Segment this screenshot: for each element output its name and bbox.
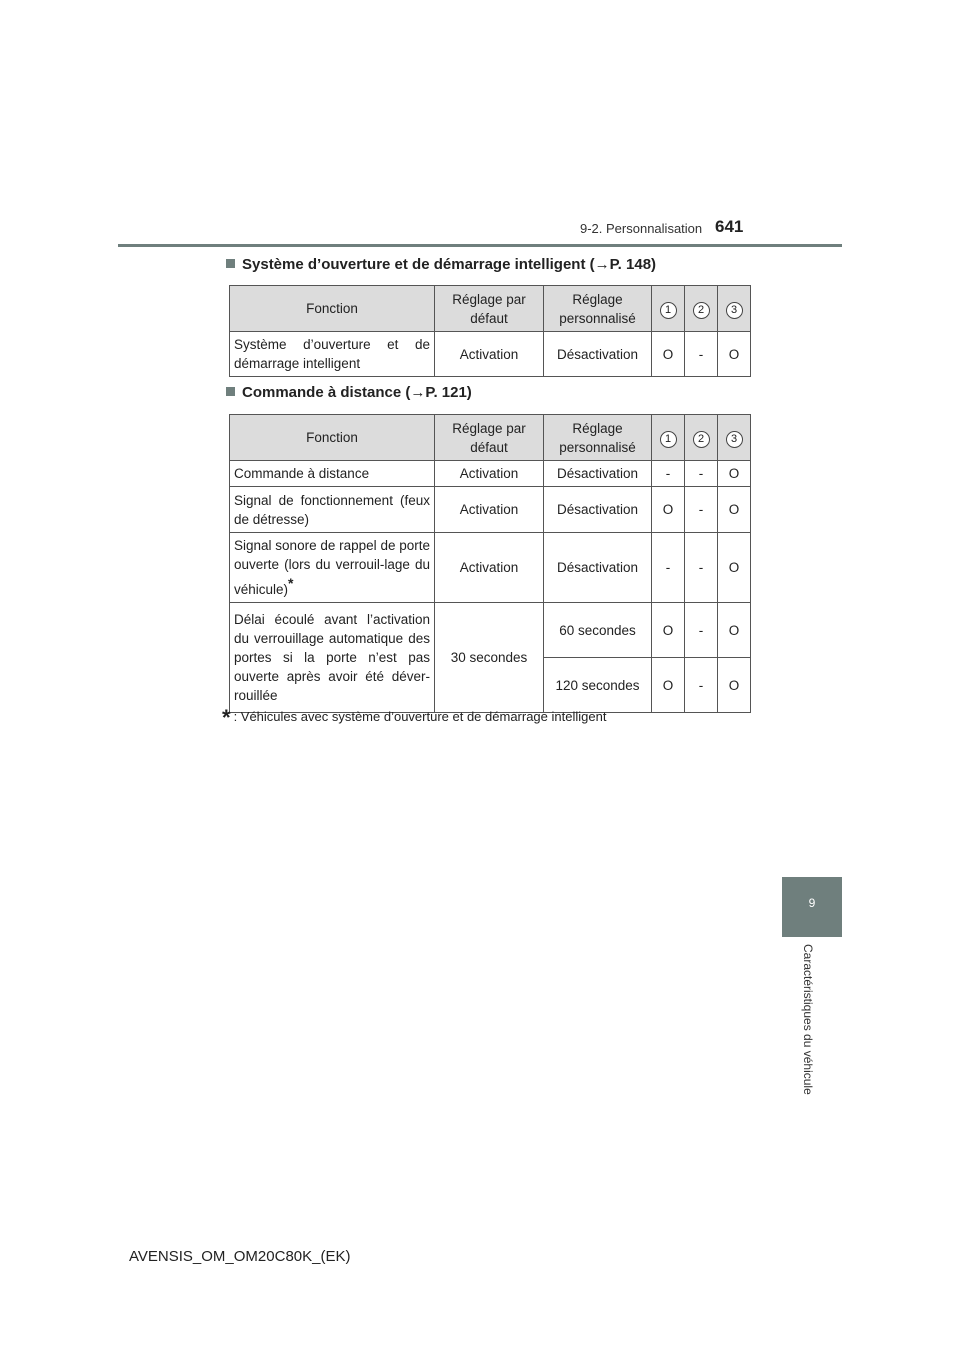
footnote — [222, 705, 606, 731]
table-row — [230, 533, 751, 603]
remote-table — [229, 414, 751, 713]
cell-fonction: Système d’ouverture et de démarrage intelligent — [230, 332, 435, 377]
table-row — [230, 461, 751, 487]
column-header: Réglage par défaut — [435, 286, 544, 332]
cell-fonction-text: Signal sonore de rappel de porte ouverte (lors du verrouil-lage du véhicule) — [234, 538, 430, 597]
cell-defaut: Activation — [435, 461, 544, 487]
table-row — [230, 603, 751, 658]
cell-c3: O — [718, 487, 751, 533]
circled-2-icon: 2 — [693, 431, 710, 448]
column-header: Fonction — [230, 286, 435, 332]
circled-2-icon: 2 — [693, 302, 710, 319]
cell-defaut: Activation — [435, 487, 544, 533]
table-header-row — [230, 415, 751, 461]
circled-1-icon: 1 — [660, 431, 677, 448]
column-header-3 — [718, 415, 751, 461]
cell-fonction: Signal de fonctionnement (feux de détresse) — [230, 487, 435, 533]
footnote-marker: * — [288, 575, 294, 591]
cell-c2: - — [685, 603, 718, 658]
chapter-number: 9 — [808, 896, 816, 910]
column-header-3 — [718, 286, 751, 332]
cell-c3: O — [718, 461, 751, 487]
cell-c1: O — [652, 487, 685, 533]
cell-perso: Désactivation — [544, 533, 652, 603]
header-rule — [118, 244, 842, 247]
cell-c1: O — [652, 332, 685, 377]
footnote-text: : Véhicules avec système d’ouverture et de démarrage intelligent — [233, 709, 607, 724]
cell-perso: 120 secondes — [544, 658, 652, 713]
column-header-2 — [685, 415, 718, 461]
square-bullet-icon — [226, 387, 235, 396]
table-header-row — [230, 286, 751, 332]
cell-fonction: Délai écoulé avant l’activation du verrouillage automatique des portes si la porte n’est pas ouverte après avoir été déver-rouillée — [230, 603, 435, 713]
cell-defaut: 30 secondes — [435, 603, 544, 713]
footer-code: AVENSIS_OM_OM20C80K_(EK) — [129, 1248, 351, 1265]
footnote-star: * — [222, 705, 231, 730]
column-header-1 — [652, 415, 685, 461]
cell-defaut: Activation — [435, 332, 544, 377]
circled-3-icon: 3 — [726, 431, 743, 448]
table-row — [230, 487, 751, 533]
cell-c3: O — [718, 332, 751, 377]
cell-c2: - — [685, 487, 718, 533]
circled-3-icon: 3 — [726, 302, 743, 319]
column-header: Réglage personnalisé — [544, 415, 652, 461]
column-header: Fonction — [230, 415, 435, 461]
section-title-remote — [226, 384, 472, 401]
cell-c2: - — [685, 461, 718, 487]
cell-fonction — [230, 533, 435, 603]
cell-c2: - — [685, 533, 718, 603]
section-title-text: Commande à distance (→P. 121) — [242, 384, 472, 401]
square-bullet-icon — [226, 259, 235, 268]
header-section: 9-2. Personnalisation — [580, 221, 703, 236]
smart-entry-table — [229, 285, 751, 377]
cell-c1: - — [652, 461, 685, 487]
column-header: Réglage personnalisé — [544, 286, 652, 332]
table-row — [230, 332, 751, 377]
cell-c1: - — [652, 533, 685, 603]
cell-c2: - — [685, 332, 718, 377]
cell-c3: O — [718, 533, 751, 603]
page-number: 641 — [715, 217, 744, 236]
cell-c2: - — [685, 658, 718, 713]
cell-c1: O — [652, 603, 685, 658]
circled-1-icon: 1 — [660, 302, 677, 319]
chapter-tab — [782, 877, 842, 937]
cell-perso: Désactivation — [544, 332, 652, 377]
column-header-1 — [652, 286, 685, 332]
cell-perso: Désactivation — [544, 461, 652, 487]
column-header-2 — [685, 286, 718, 332]
cell-perso: Désactivation — [544, 487, 652, 533]
section-title-text: Système d’ouverture et de démarrage intelligent (→P. 148) — [242, 256, 657, 273]
cell-defaut: Activation — [435, 533, 544, 603]
section-title-smart-entry — [226, 256, 656, 273]
cell-c3: O — [718, 658, 751, 713]
cell-c1: O — [652, 658, 685, 713]
cell-perso: 60 secondes — [544, 603, 652, 658]
cell-c3: O — [718, 603, 751, 658]
column-header: Réglage par défaut — [435, 415, 544, 461]
chapter-label: Caractéristiques du véhicule — [801, 944, 815, 1095]
cell-fonction: Commande à distance — [230, 461, 435, 487]
